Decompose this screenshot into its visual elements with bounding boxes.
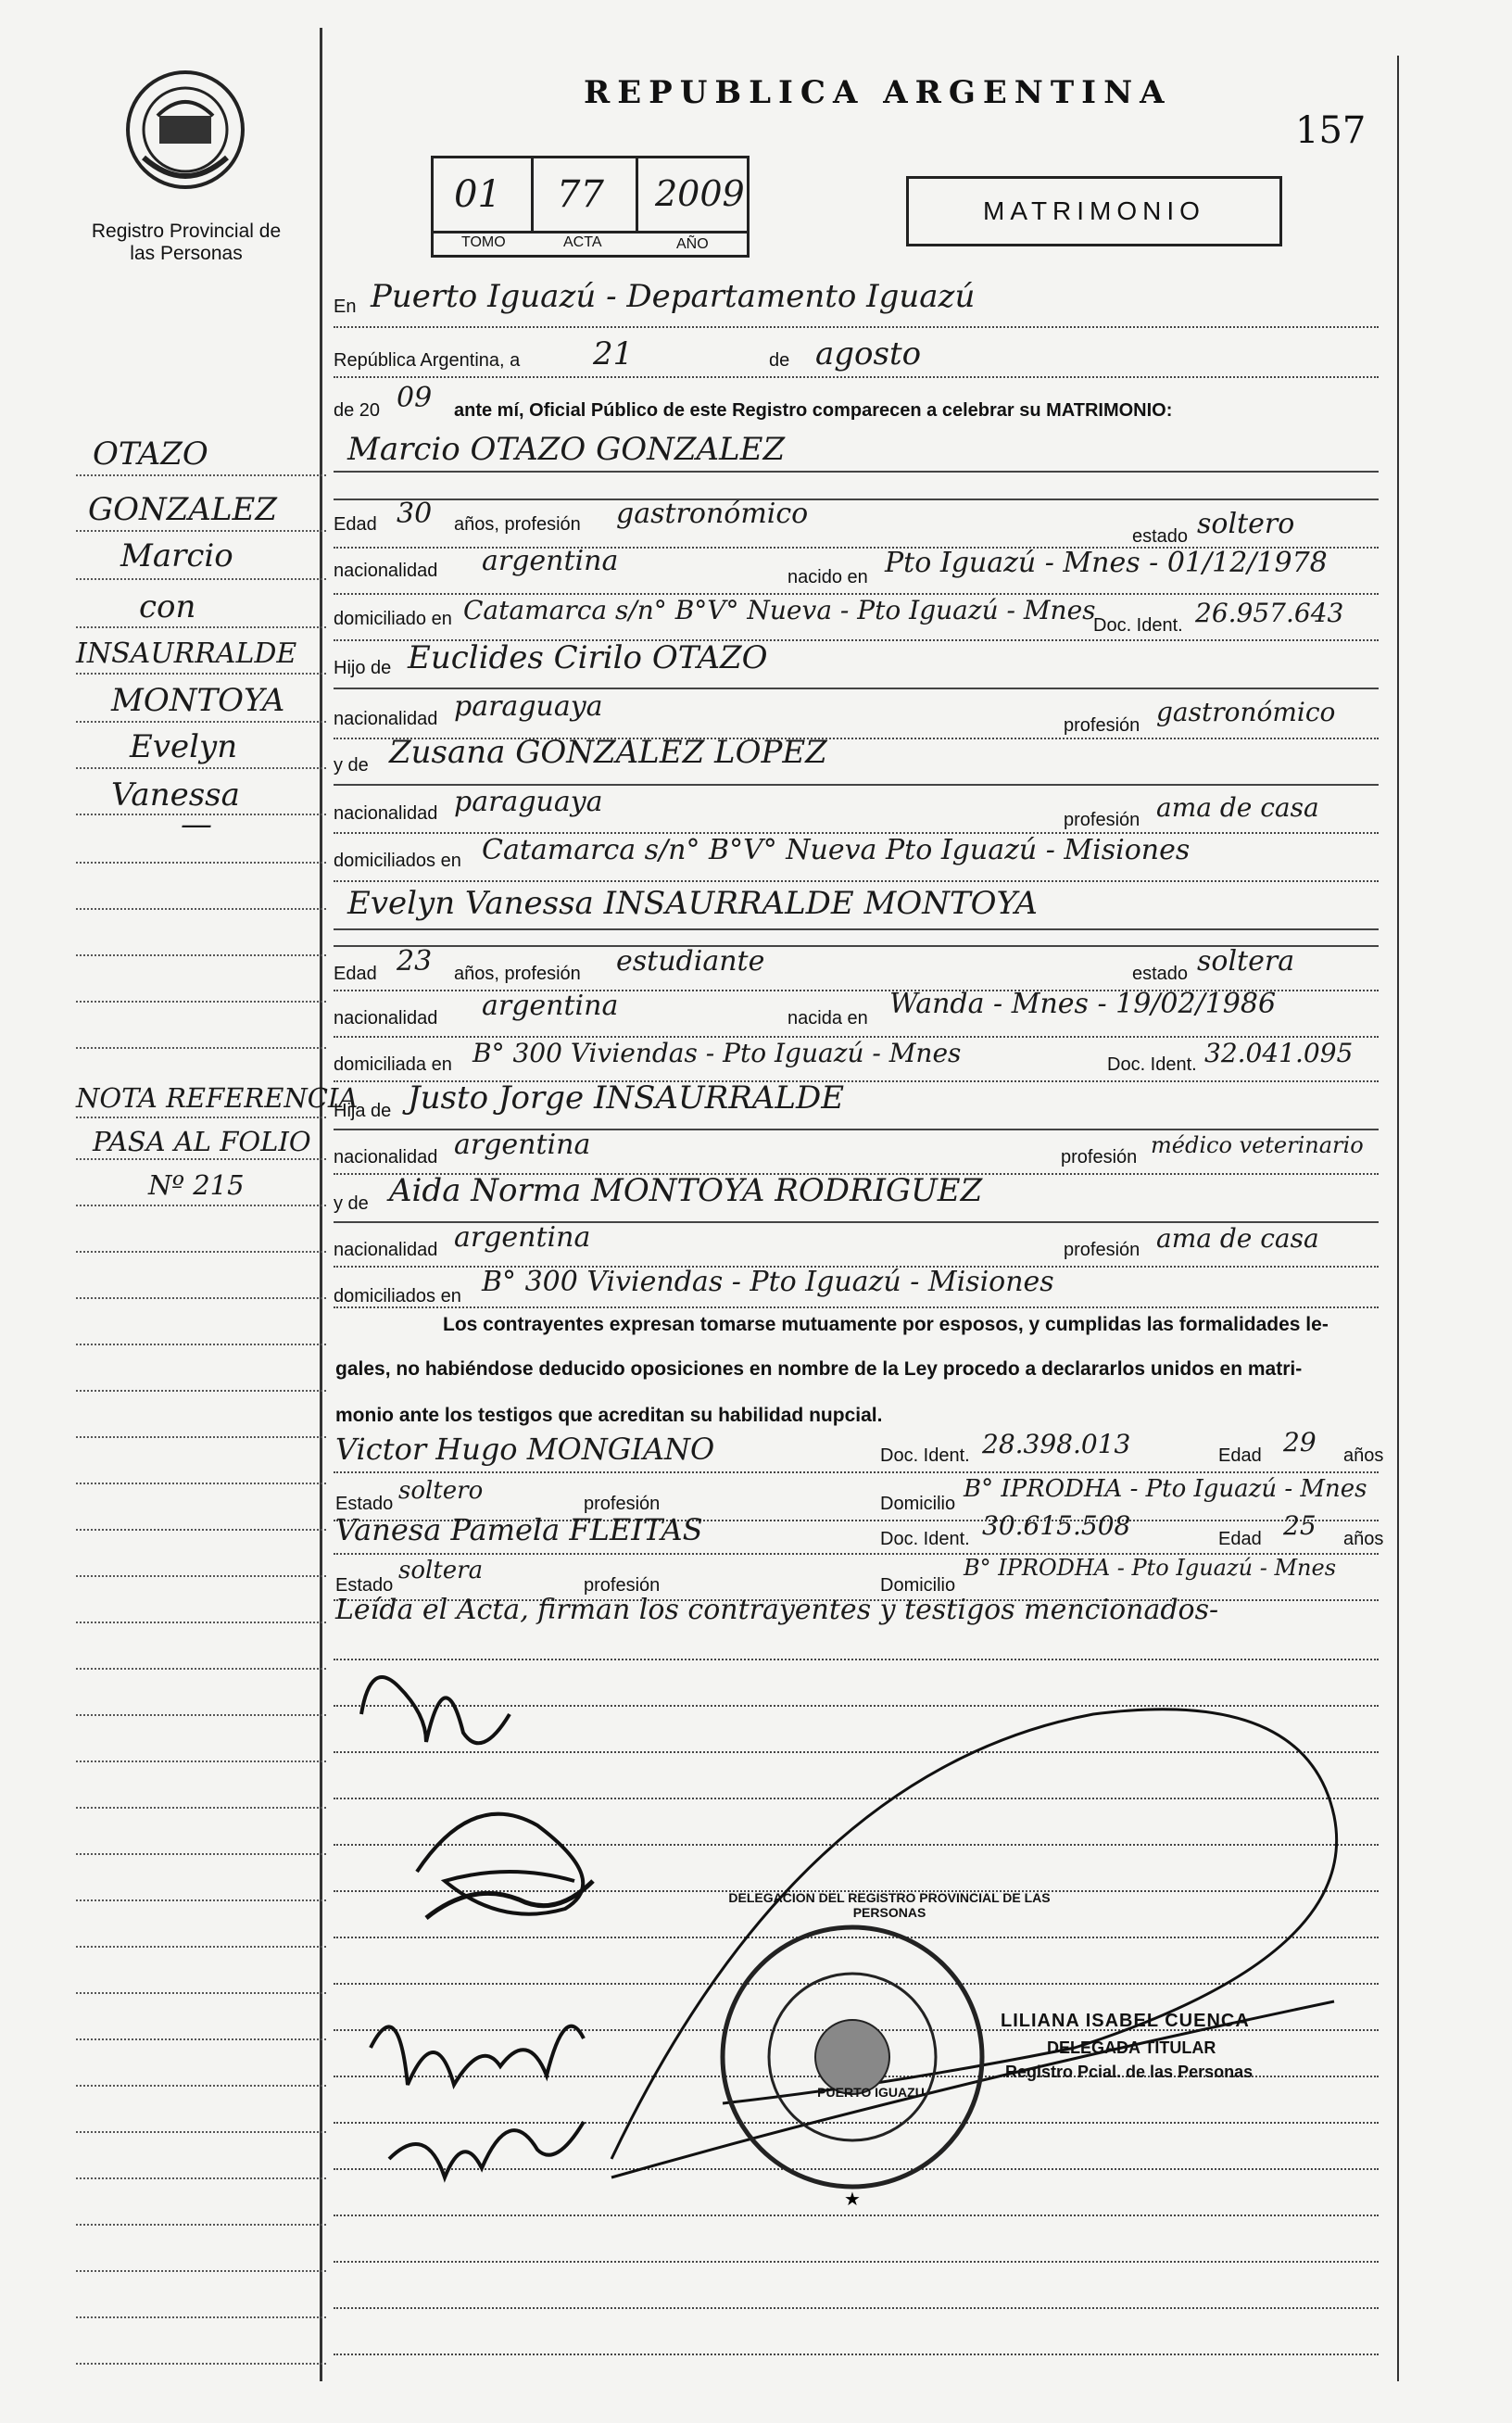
- value-lugar: Puerto Iguazú - Departamento Iguazú: [371, 278, 976, 315]
- label-nacionalidad-padre-2: nacionalidad: [334, 1147, 438, 1167]
- officer-office: Registro Pcial. de las Personas: [1005, 2063, 1254, 2081]
- label-nacida-en: nacida en: [788, 1008, 868, 1029]
- provincial-seal-logo: [120, 65, 250, 204]
- margin-dash: —: [181, 806, 212, 843]
- label-hijo-de: Hijo de: [334, 658, 392, 678]
- nota-referencia: NOTA REFERENCIA: [76, 1082, 359, 1114]
- svg-text:★: ★: [844, 2188, 861, 2210]
- acta-cell: [534, 158, 638, 231]
- value-t2-doc: 30.615.508: [982, 1510, 1131, 1541]
- signature-1: [361, 1677, 510, 1743]
- folio-number: Nº 215: [148, 1169, 245, 1201]
- label-anos-profesion-2: años, profesión: [454, 964, 581, 984]
- value-c1-nacido: Pto Iguazú - Mnes - 01/12/1978: [885, 547, 1328, 579]
- label-profesion-padre-2: profesión: [1061, 1147, 1138, 1167]
- label-anos-t2: años: [1343, 1529, 1384, 1549]
- right-border-line: [1397, 56, 1399, 2381]
- label-doc-ident-t2: Doc. Ident.: [880, 1529, 970, 1549]
- acta-value: 77: [557, 173, 604, 216]
- label-edad-2: Edad: [334, 964, 377, 984]
- value-c1-madre-nac: paraguaya: [454, 786, 603, 818]
- value-c1-padres-dom: Catamarca s/n° B°V° Nueva Pto Iguazú - Misiones: [482, 834, 1191, 866]
- value-c2-padres-dom: B° 300 Viviendas - Pto Iguazú - Misiones: [482, 1266, 1054, 1298]
- label-estado-1: estado: [1132, 526, 1189, 547]
- value-t2-estado: soltera: [398, 1557, 484, 1584]
- label-en: En: [334, 297, 357, 317]
- label-estado-t2: Estado: [335, 1575, 394, 1596]
- value-mes: agosto: [815, 335, 922, 372]
- tomo-label: TOMO: [461, 234, 506, 250]
- label-profesion-madre-1: profesión: [1064, 810, 1140, 830]
- label-profesion-madre-2: profesión: [1064, 1240, 1140, 1260]
- label-estado-2: estado: [1132, 964, 1189, 984]
- value-c1-nacionalidad: argentina: [482, 545, 619, 577]
- label-edad-t1: Edad: [1218, 1445, 1262, 1466]
- label-y-de-2: y de: [334, 1193, 369, 1214]
- value-contrayente-1: Marcio OTAZO GONZALEZ: [347, 431, 786, 468]
- value-c2-madre-nac: argentina: [454, 1221, 591, 1254]
- tomo-cell: [434, 158, 534, 231]
- value-c2-nacida: Wanda - Mnes - 19/02/1986: [889, 988, 1277, 1020]
- value-dia: 21: [593, 335, 634, 372]
- value-ano: 09: [397, 382, 433, 414]
- label-doc-ident-t1: Doc. Ident.: [880, 1445, 970, 1466]
- stamp-circular-text: DELEGACION DEL REGISTRO PROVINCIAL DE LAS PERSONAS: [728, 1890, 1051, 1920]
- value-testigo-1: Victor Hugo MONGIANO: [335, 1432, 715, 1467]
- value-c1-padre-nac: paraguaya: [454, 690, 603, 723]
- officer-title: DELEGADA TITULAR: [1047, 2038, 1216, 2057]
- label-edad-t2: Edad: [1218, 1529, 1262, 1549]
- value-t2-domicilio: B° IPRODHA - Pto Iguazú - Mnes: [964, 1555, 1337, 1581]
- margin-surname-1: OTAZO: [93, 435, 208, 473]
- label-doc-ident-2: Doc. Ident.: [1107, 1054, 1197, 1075]
- label-nacionalidad-padre-1: nacionalidad: [334, 709, 438, 729]
- signature-3: [371, 2026, 584, 2085]
- margin-surname-4: MONTOYA: [111, 682, 285, 719]
- value-t1-edad: 29: [1283, 1427, 1317, 1458]
- label-domiciliados-en-2: domiciliados en: [334, 1286, 461, 1306]
- signature-4: [389, 2122, 584, 2177]
- formal-text-1: Los contrayentes expresan tomarse mutuamente por esposos, y cumplidas las formalidades le-: [443, 1314, 1329, 1335]
- value-c2-padre-nac: argentina: [454, 1129, 591, 1161]
- label-doc-ident-1: Doc. Ident.: [1093, 615, 1183, 636]
- officer-signature: [611, 1710, 1337, 2159]
- label-nacionalidad-1: nacionalidad: [334, 561, 438, 581]
- record-type-box: MATRIMONIO: [906, 176, 1282, 246]
- acta-label: ACTA: [563, 234, 602, 250]
- label-ante-mi: ante mí, Oficial Público de este Registro comparecen a celebrar su MATRIMONIO:: [454, 400, 1173, 421]
- stamp-inner-text: PUERTO IGUAZU: [817, 2085, 925, 2100]
- pasa-al-folio: PASA AL FOLIO: [93, 1126, 311, 1157]
- ano-cell: [638, 158, 747, 231]
- label-de: de: [769, 350, 790, 371]
- ano-label: AÑO: [676, 236, 709, 252]
- margin-name-2: Evelyn: [130, 728, 238, 765]
- formal-text-3: monio ante los testigos que acreditan su habilidad nupcial.: [335, 1405, 883, 1426]
- value-c1-estado: soltero: [1197, 508, 1295, 540]
- label-nacionalidad-2: nacionalidad: [334, 1008, 438, 1029]
- value-closing: Leída el Acta, firman los contrayentes y testigos mencionados-: [335, 1594, 1219, 1626]
- margin-con: con: [139, 588, 196, 625]
- signatures-and-stamp: [334, 1603, 1380, 2372]
- value-testigo-2: Vanesa Pamela FLEITAS: [335, 1512, 703, 1547]
- country-title: REPUBLICA ARGENTINA: [584, 74, 1172, 111]
- signature-2: [417, 1814, 583, 1914]
- officer-name: LILIANA ISABEL CUENCA: [1001, 2011, 1250, 2031]
- value-c2-profesion: estudiante: [616, 945, 765, 978]
- label-domiciliados-en-1: domiciliados en: [334, 851, 461, 871]
- ano-value: 2009: [655, 173, 745, 214]
- value-c2-padre-prof: médico veterinario: [1151, 1132, 1364, 1158]
- margin-surname-2: GONZALEZ: [88, 491, 277, 528]
- page-number: 157: [1295, 109, 1367, 152]
- value-t2-edad: 25: [1283, 1510, 1317, 1541]
- value-c1-profesion: gastronómico: [616, 498, 809, 530]
- value-c2-doc: 32.041.095: [1204, 1038, 1354, 1068]
- tomo-acta-ano-box: [431, 156, 750, 258]
- value-c2-estado: soltera: [1197, 945, 1295, 978]
- value-c1-madre: Zusana GONZALEZ LOPEZ: [389, 734, 827, 771]
- value-c1-madre-prof: ama de casa: [1156, 792, 1319, 823]
- value-c1-edad: 30: [397, 498, 433, 530]
- label-domiciliado-en: domiciliado en: [334, 609, 452, 629]
- value-c2-edad: 23: [397, 945, 433, 978]
- label-nacionalidad-madre-2: nacionalidad: [334, 1240, 438, 1260]
- value-c1-padre: Euclides Cirilo OTAZO: [408, 639, 768, 676]
- value-c2-madre: Aida Norma MONTOYA RODRIGUEZ: [389, 1172, 983, 1209]
- label-estado-t1: Estado: [335, 1494, 394, 1514]
- label-hija-de: Hija de: [334, 1101, 392, 1121]
- value-c1-doc: 26.957.643: [1195, 598, 1344, 628]
- value-t1-doc: 28.398.013: [982, 1429, 1131, 1459]
- value-c2-domicilio: B° 300 Viviendas - Pto Iguazú - Mnes: [472, 1038, 962, 1068]
- label-republica: República Argentina, a: [334, 350, 521, 371]
- value-contrayente-2: Evelyn Vanessa INSAURRALDE MONTOYA: [347, 885, 1038, 922]
- margin-surname-3: INSAURRALDE: [76, 637, 297, 670]
- value-t1-estado: soltero: [398, 1477, 484, 1505]
- value-c2-nacionalidad: argentina: [482, 990, 619, 1022]
- label-domicilio-t2: Domicilio: [880, 1575, 956, 1596]
- label-domicilio-t1: Domicilio: [880, 1494, 956, 1514]
- label-anos-t1: años: [1343, 1445, 1384, 1466]
- value-c2-padre: Justo Jorge INSAURRALDE: [408, 1079, 845, 1117]
- value-c1-domicilio: Catamarca s/n° B°V° Nueva - Pto Iguazú - Mnes: [463, 595, 1096, 625]
- label-edad-1: Edad: [334, 514, 377, 535]
- value-c1-padre-prof: gastronómico: [1156, 697, 1336, 727]
- label-profesion-t1: profesión: [584, 1494, 661, 1514]
- label-nacionalidad-madre-1: nacionalidad: [334, 803, 438, 824]
- margin-name-3: Vanessa: [111, 776, 240, 814]
- label-domiciliada-en: domiciliada en: [334, 1054, 452, 1075]
- margin-name-1: Marcio: [120, 537, 233, 574]
- formal-text-2: gales, no habiéndose deducido oposiciones en nombre de la Ley procedo a declararlos unidos en matri-: [335, 1358, 1303, 1380]
- label-anos-profesion-1: años, profesión: [454, 514, 581, 535]
- label-profesion-padre-1: profesión: [1064, 715, 1140, 736]
- registry-name: Registro Provincial de las Personas: [91, 221, 282, 264]
- label-nacido-en: nacido en: [788, 567, 868, 587]
- value-c2-madre-prof: ama de casa: [1156, 1223, 1319, 1254]
- label-profesion-t2: profesión: [584, 1575, 661, 1596]
- value-t1-domicilio: B° IPRODHA - Pto Iguazú - Mnes: [964, 1475, 1367, 1503]
- tomo-value: 01: [454, 173, 501, 216]
- label-de-20: de 20: [334, 400, 381, 421]
- label-y-de-1: y de: [334, 755, 369, 776]
